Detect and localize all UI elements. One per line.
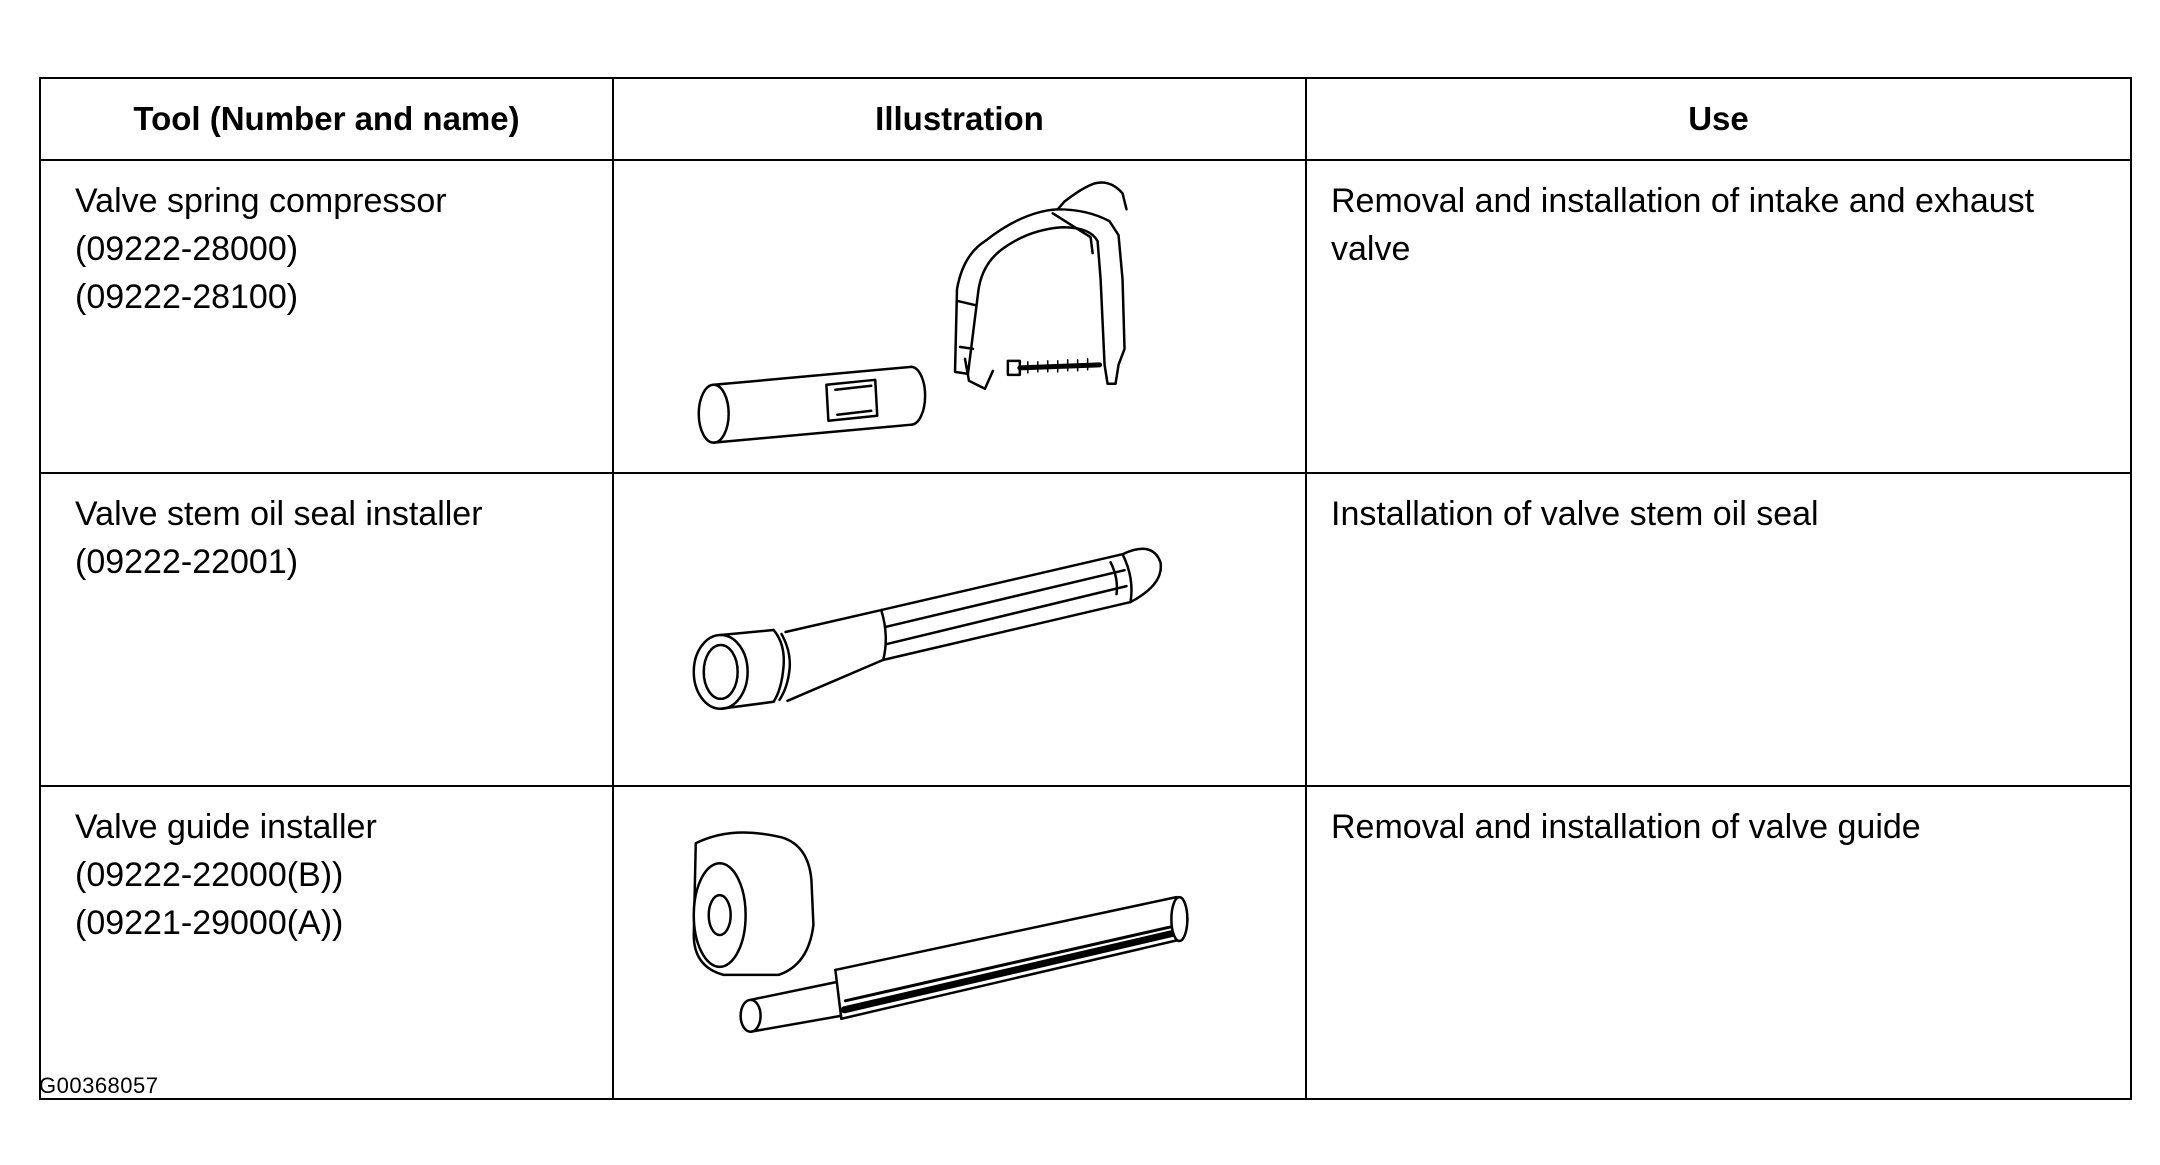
tool-cell bbox=[40, 473, 613, 786]
use-cell: Removal and installation of valve guide bbox=[1306, 786, 2131, 1099]
tool-name: Valve guide installer bbox=[75, 808, 377, 846]
tool-number: (09222-22000(B)) bbox=[75, 856, 344, 894]
special-tools-table bbox=[39, 77, 2132, 1100]
table-row bbox=[40, 160, 2131, 473]
illustration-cell bbox=[613, 786, 1306, 1099]
tool-name: Valve spring compressor bbox=[75, 182, 447, 220]
table-header-row bbox=[40, 78, 2131, 160]
table-row bbox=[40, 786, 2131, 1099]
tool-cell bbox=[40, 160, 613, 473]
tool-name: Valve stem oil seal installer bbox=[75, 495, 483, 533]
tool-number: (09221-29000(A)) bbox=[75, 904, 344, 942]
valve-stem-oil-seal-installer-icon bbox=[614, 474, 1305, 785]
illustration-cell bbox=[613, 473, 1306, 786]
tool-cell bbox=[40, 786, 613, 1099]
header-illustration: Illustration bbox=[613, 78, 1306, 160]
valve-guide-installer-icon bbox=[614, 787, 1305, 1098]
tool-number: (09222-28100) bbox=[75, 278, 299, 316]
header-tool: Tool (Number and name) bbox=[40, 78, 613, 160]
header-use: Use bbox=[1306, 78, 2131, 160]
tool-number: (09222-28000) bbox=[75, 230, 299, 268]
use-cell: Removal and installation of intake and exhaust valve bbox=[1306, 160, 2131, 473]
illustration-cell bbox=[613, 160, 1306, 473]
table-row bbox=[40, 473, 2131, 786]
use-cell: Installation of valve stem oil seal bbox=[1306, 473, 2131, 786]
tool-number: (09222-22001) bbox=[75, 543, 299, 581]
figure-id: G00368057 bbox=[39, 1073, 159, 1098]
valve-spring-compressor-icon bbox=[614, 161, 1305, 472]
